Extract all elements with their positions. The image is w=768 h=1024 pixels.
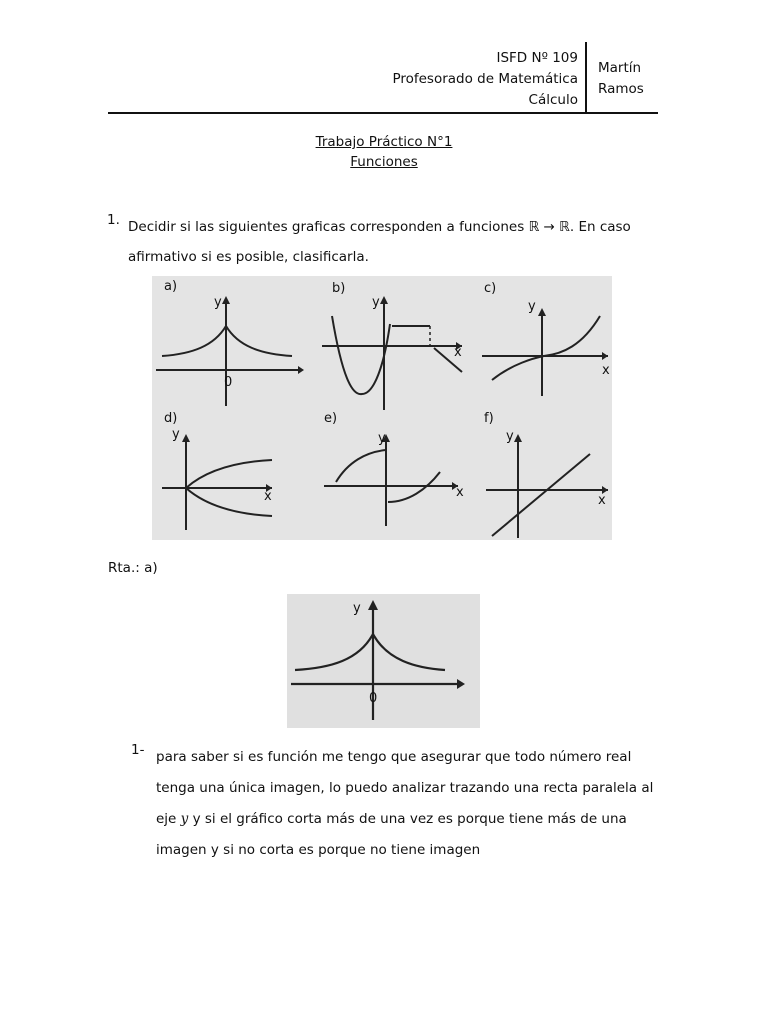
- axis-label-x-f: x: [598, 493, 606, 508]
- graph-d: [162, 434, 272, 530]
- label-e: e): [324, 411, 338, 426]
- author-last-name: Ramos: [598, 81, 644, 97]
- axis-label-y-d: y: [172, 427, 180, 442]
- math-expression: ℝ → ℝ: [528, 219, 570, 235]
- label-a: a): [164, 279, 178, 294]
- axis-label-y-c: y: [528, 299, 536, 314]
- axis-label-y-enlarged: y: [353, 601, 361, 616]
- axis-label-x-b: x: [454, 345, 462, 360]
- question-number: 1.: [107, 212, 120, 228]
- document-subtitle: Funciones: [350, 154, 418, 170]
- graph-e: [324, 434, 458, 526]
- axis-label-y-b: y: [372, 295, 380, 310]
- header-divider-horizontal: [108, 112, 658, 114]
- axis-label-x-d: x: [264, 489, 272, 504]
- document-title: Trabajo Práctico N°1: [315, 134, 453, 150]
- axis-label-y-a: y: [214, 295, 222, 310]
- item-text: para saber si es función me tengo que asegurar que todo número real tenga una única imagen, lo puedo analizar trazando una recta paralela al eje y y si el gráfico corta más de una vez es porque tiene más de una imagen y si no corta es porque no tiene imagen: [156, 749, 654, 858]
- variable-y: y: [180, 811, 189, 827]
- graph-f: [486, 434, 608, 538]
- label-f: f): [484, 411, 494, 426]
- graph-b: [322, 296, 462, 410]
- item-number: 1-: [131, 742, 145, 758]
- label-c: c): [484, 281, 497, 296]
- graph-a-enlarged: [287, 594, 480, 728]
- label-d: d): [164, 411, 178, 426]
- program-name: Profesorado de Matemática: [392, 71, 578, 87]
- graphs-svg: [152, 276, 612, 540]
- graph-c: [482, 308, 608, 396]
- institute-name: ISFD Nº 109: [496, 50, 578, 66]
- axis-label-x-c: x: [602, 363, 610, 378]
- origin-label-enlarged: 0: [369, 691, 378, 706]
- subject-name: Cálculo: [528, 92, 578, 108]
- function-graphs-figure: [152, 276, 612, 540]
- header-divider-vertical: [585, 42, 587, 114]
- axis-label-x-e: x: [456, 485, 464, 500]
- axis-label-y-f: y: [506, 429, 514, 444]
- graph-a-enlarged-svg: [287, 594, 480, 728]
- author-first-name: Martín: [598, 60, 642, 76]
- header-author: [598, 58, 644, 100]
- answer-label: Rta.: a): [108, 560, 158, 576]
- label-b: b): [332, 281, 346, 296]
- axis-label-y-e: y: [378, 431, 386, 446]
- question-text: Decidir si las siguientes graficas corresponden a funciones ℝ → ℝ. En caso afirmativo si es posible, clasificarla.: [128, 219, 631, 265]
- header-course-info: [392, 48, 578, 111]
- origin-label-a: 0: [224, 375, 233, 390]
